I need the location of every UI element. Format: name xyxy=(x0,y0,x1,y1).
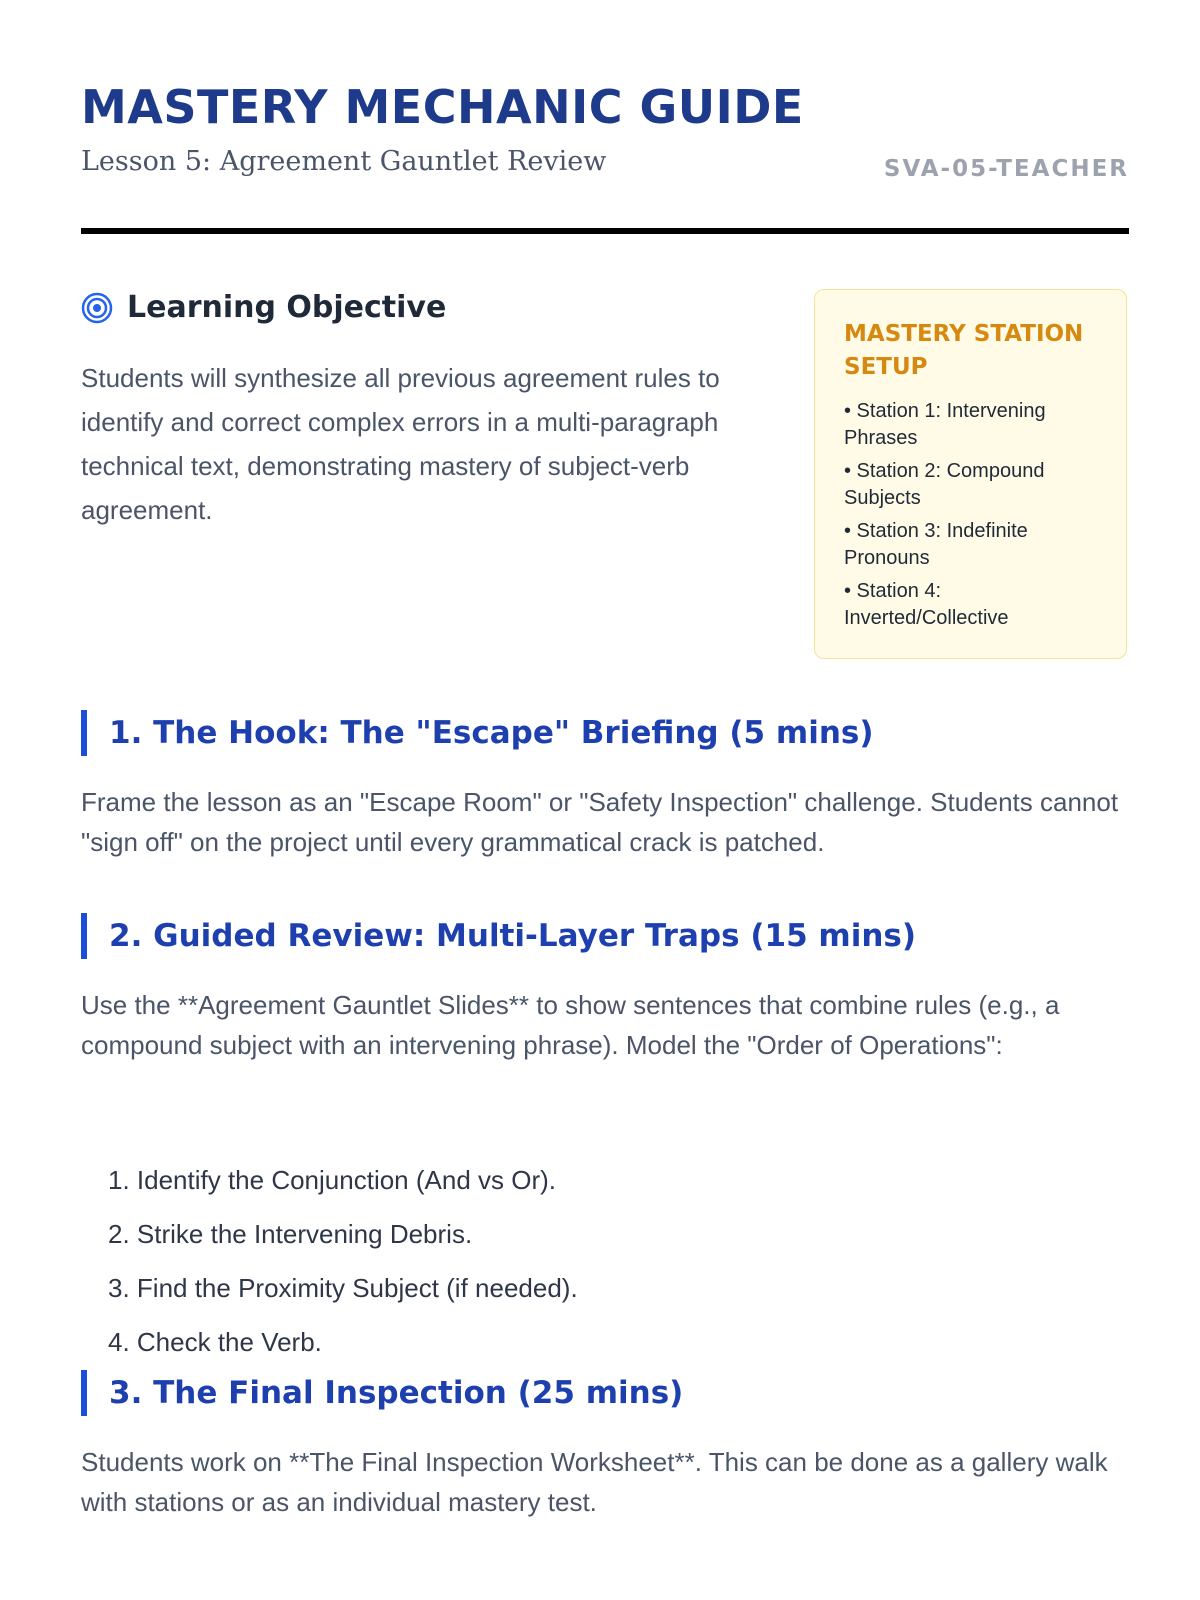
list-item: 4. Check the Verb. xyxy=(108,1327,322,1357)
mastery-station-setup-box xyxy=(814,289,1127,659)
document-code: SVA-05-TEACHER xyxy=(883,156,1129,182)
station-list xyxy=(844,398,1099,632)
list-item: 3. Find the Proximity Subject (if needed). xyxy=(108,1273,578,1303)
station-item: • Station 1: Intervening Phrases xyxy=(844,400,1046,449)
list-item: 1. Identify the Conjunction (And vs Or). xyxy=(108,1165,556,1195)
list-item: 2. Strike the Intervening Debris. xyxy=(108,1219,473,1249)
learning-objective-label: Learning Objective xyxy=(127,290,447,325)
page-title: MASTERY MECHANIC GUIDE xyxy=(81,80,804,134)
section-heading-final-inspection: 3. The Final Inspection (25 mins) xyxy=(81,1370,683,1416)
page-subtitle: Lesson 5: Agreement Gauntlet Review xyxy=(81,146,607,177)
header-divider xyxy=(81,228,1129,234)
station-item: • Station 3: Indefinite Pronouns xyxy=(844,520,1028,569)
station-item: • Station 2: Compound Subjects xyxy=(844,460,1045,509)
order-of-operations-list xyxy=(108,1160,578,1376)
section-body-hook: Frame the lesson as an "Escape Room" or "Safety Inspection" challenge. Students cannot "sign off" on the project until every grammatical crack is patched. xyxy=(81,787,1119,857)
target-icon xyxy=(81,292,113,324)
section-body-guided-review: Use the **Agreement Gauntlet Slides** to show sentences that combine rules (e.g., a compound subject with an intervening phrase). Model the "Order of Operations": xyxy=(81,990,1060,1060)
section-heading-guided-review: 2. Guided Review: Multi-Layer Traps (15 mins) xyxy=(81,913,916,959)
station-item: • Station 4: Inverted/Collective xyxy=(844,580,1009,629)
learning-objective-text: Students will synthesize all previous agreement rules to identify and correct complex errors in a multi-paragraph technical text, demonstrating mastery of subject-verb agreement. xyxy=(81,363,720,525)
learning-objective-heading xyxy=(81,290,446,325)
section-body-final-inspection: Students work on **The Final Inspection Worksheet**. This can be done as a gallery walk with stations or as an individual mastery test. xyxy=(81,1447,1108,1517)
station-setup-title: MASTERY STATION SETUP xyxy=(844,321,1084,380)
section-heading-hook: 1. The Hook: The "Escape" Briefing (5 mins) xyxy=(81,710,874,756)
